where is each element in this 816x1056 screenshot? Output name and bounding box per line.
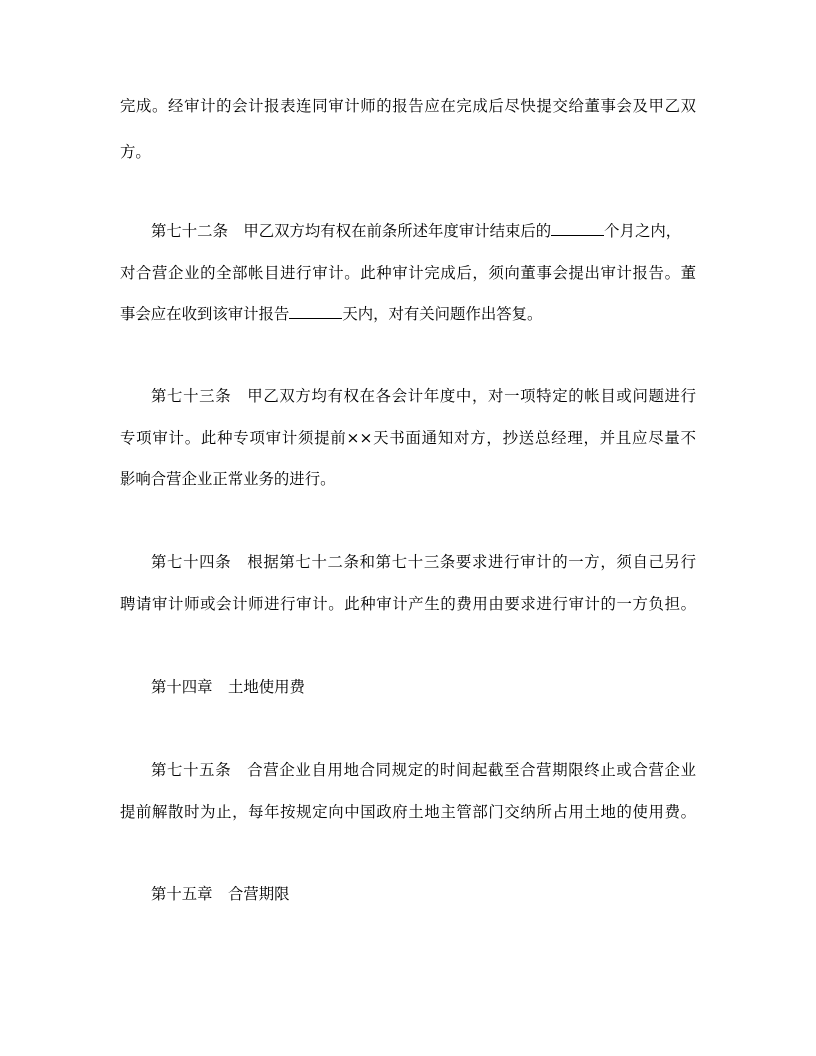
article-74-line-1: 第七十四条 根据第七十二条和第七十三条要求进行审计的一方，须自己另行 [151,553,696,571]
article-73-line-2: 专项审计。此种专项审计须提前××天书面通知对方，抄送总经理，并且应尽量不 [120,429,696,447]
article-73-line-1: 第七十三条 甲乙双方均有权在各会计年度中，对一项特定的帐目或问题进行 [151,387,696,405]
article-72-text-d: 天内，对有关问题作出答复。 [342,305,543,323]
paragraph-line: 完成。经审计的会计报表连同审计师的报告应在完成后尽快提交给董事会及甲乙双 [120,97,696,115]
article-75-line-2: 提前解散时为止，每年按规定向中国政府土地主管部门交纳所占用土地的使用费。 [120,803,696,821]
article-72-line-1 [151,221,696,241]
article-72-text-a: 第七十二条 甲乙双方均有权在前条所述年度审计结束后的 [151,222,552,240]
fill-in-blank [289,304,342,319]
fill-in-blank [551,221,604,236]
chapter-15-heading: 第十五章 合营期限 [151,885,290,903]
article-72-line-3 [120,304,696,324]
article-73-line-3: 影响合营企业正常业务的进行。 [120,470,336,488]
article-72-text-c: 事会应在收到该审计报告 [120,305,290,323]
paragraph-line: 方。 [120,143,151,161]
article-72-text-b: 个月之内， [604,222,682,240]
article-74-line-2: 聘请审计师或会计师进行审计。此种审计产生的费用由要求进行审计的一方负担。 [120,595,696,613]
article-75-line-1: 第七十五条 合营企业自用地合同规定的时间起截至合营期限终止或合营企业 [151,761,696,779]
chapter-14-heading: 第十四章 土地使用费 [151,678,305,696]
article-72-line-2: 对合营企业的全部帐目进行审计。此种审计完成后，须向董事会提出审计报告。董 [120,264,696,282]
